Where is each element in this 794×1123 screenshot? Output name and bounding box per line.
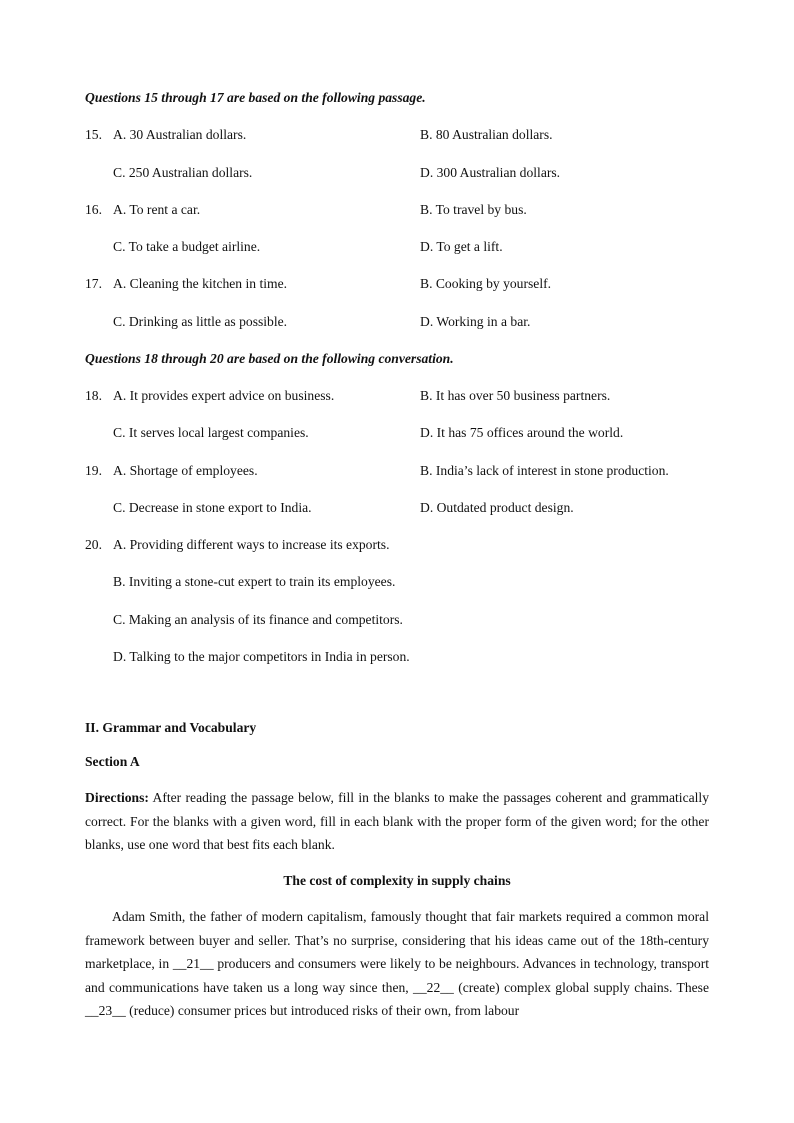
- part-heading: II. Grammar and Vocabulary: [85, 720, 257, 735]
- option-c: C. 250 Australian dollars.: [113, 165, 253, 180]
- option-a: A. It provides expert advice on business.: [113, 388, 335, 403]
- option-b: B. It has over 50 business partners.: [420, 388, 611, 403]
- option-d: D. To get a lift.: [420, 239, 503, 254]
- option-c: C. Drinking as little as possible.: [113, 314, 288, 329]
- directions-text: After reading the passage below, fill in the blanks to make the passages coherent and grammatically correct. For the blanks with a given word, fill in each blank with the proper form of the given word; for the other blanks, use one word that best fits each blank.: [85, 790, 709, 852]
- question-number: 16.: [85, 202, 102, 217]
- option-a: A. Shortage of employees.: [113, 463, 258, 478]
- option-c: C. Making an analysis of its finance and competitors.: [113, 612, 403, 627]
- question-number: 18.: [85, 388, 102, 403]
- passage-title: The cost of complexity in supply chains: [283, 873, 511, 888]
- option-b: B. To travel by bus.: [420, 202, 527, 217]
- option-b: B. Cooking by yourself.: [420, 276, 552, 291]
- option-b: B. Inviting a stone-cut expert to train its employees.: [113, 574, 396, 589]
- section-label: Section A: [85, 754, 140, 769]
- passage-text: Adam Smith, the father of modern capitalism, famously thought that fair markets required a common moral framework between buyer and seller. That’s no surprise, considering that his ideas came out of the 18th-century marketplace, in __21__ producers and consumers were likely to be neighbours. Advances in technology, transport and communications have taken us a long way since then, __22__ (create) complex global supply chains. These __23__ (reduce) consumer prices but introduced risks of their own, from labour: [85, 909, 709, 1018]
- question-number: 19.: [85, 463, 102, 478]
- question-number: 15.: [85, 127, 102, 142]
- option-d: D. Outdated product design.: [420, 500, 574, 515]
- question-number: 17.: [85, 276, 102, 291]
- section-heading-conversation: Questions 18 through 20 are based on the following conversation.: [85, 351, 454, 366]
- option-a: A. Providing different ways to increase its exports.: [113, 537, 390, 552]
- option-c: C. Decrease in stone export to India.: [113, 500, 312, 515]
- option-d: D. 300 Australian dollars.: [420, 165, 561, 180]
- option-b: B. 80 Australian dollars.: [420, 127, 553, 142]
- option-d: D. Working in a bar.: [420, 314, 531, 329]
- option-a: A. To rent a car.: [113, 202, 201, 217]
- section-heading-passage: Questions 15 through 17 are based on the following passage.: [85, 90, 426, 105]
- option-a: A. 30 Australian dollars.: [113, 127, 247, 142]
- option-d: D. It has 75 offices around the world.: [420, 425, 624, 440]
- option-d: D. Talking to the major competitors in India in person.: [113, 649, 410, 664]
- option-b: B. India’s lack of interest in stone production.: [420, 463, 669, 478]
- option-c: C. To take a budget airline.: [113, 239, 261, 254]
- option-a: A. Cleaning the kitchen in time.: [113, 276, 288, 291]
- directions-paragraph: [85, 786, 709, 857]
- directions-label: Directions:: [85, 790, 149, 805]
- option-c: C. It serves local largest companies.: [113, 425, 309, 440]
- question-number: 20.: [85, 537, 102, 552]
